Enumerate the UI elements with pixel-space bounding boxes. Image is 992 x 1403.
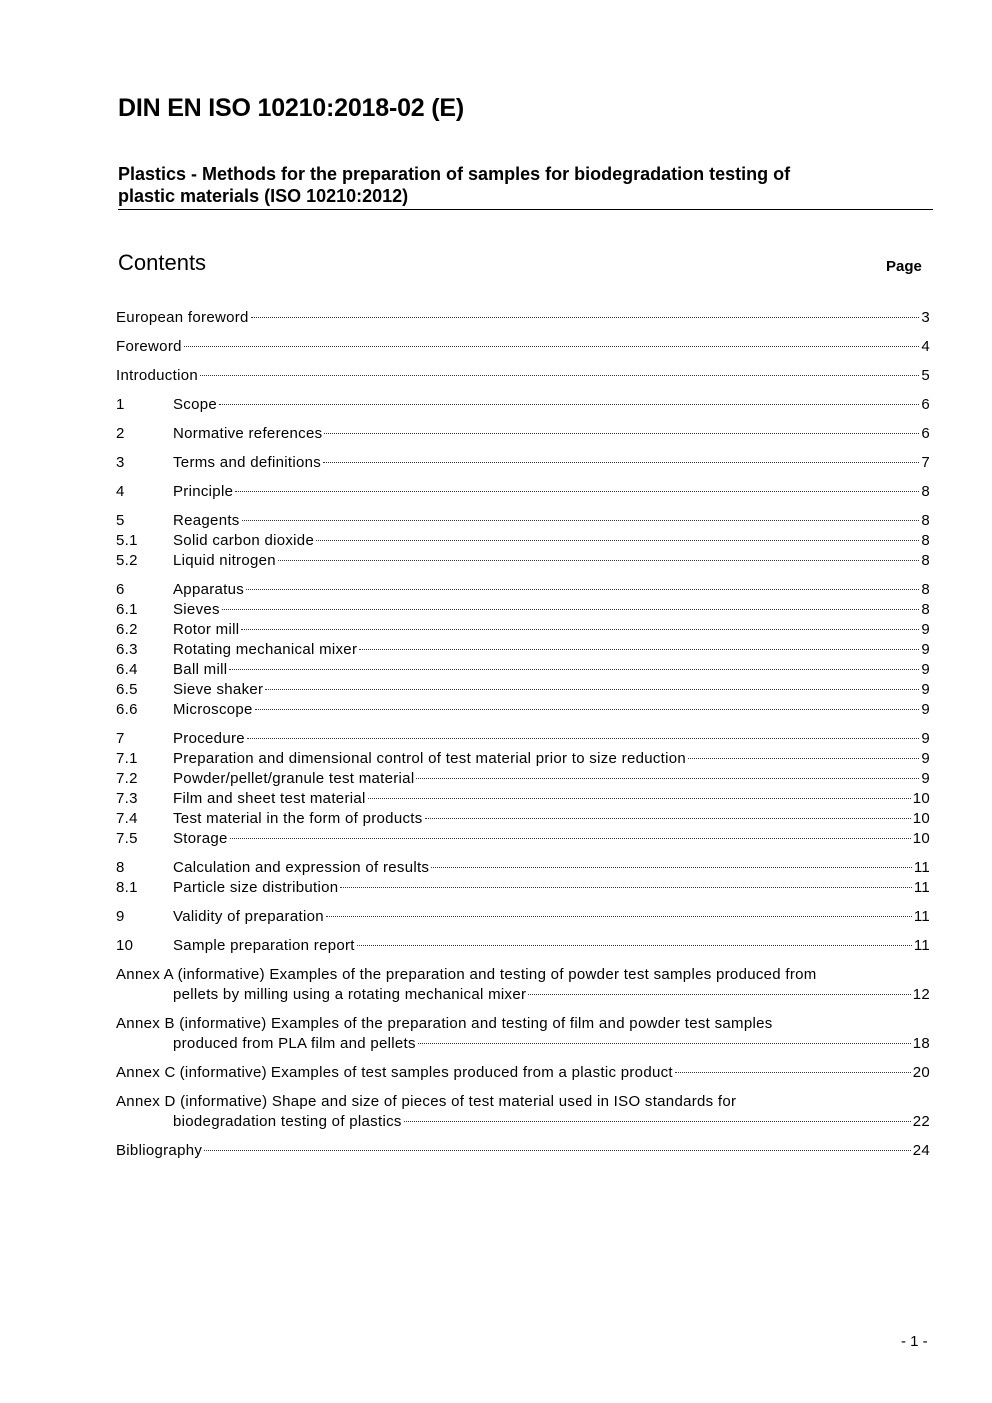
toc-page: 22 (912, 1113, 930, 1130)
toc-page: 11 (913, 937, 930, 954)
toc-page: 9 (921, 621, 930, 638)
toc-page: 8 (921, 581, 930, 598)
toc-number: 7.3 (116, 790, 138, 807)
subtitle-line-2: plastic materials (ISO 10210:2012) (118, 186, 409, 206)
annex-label: Annex B (116, 1015, 175, 1032)
dot-leader (235, 491, 919, 492)
toc-page: 6 (921, 396, 930, 413)
annex-informative: (informative) (180, 1093, 268, 1110)
toc-page: 11 (913, 859, 930, 876)
dot-leader (528, 994, 910, 995)
annex-informative: (informative) (179, 1015, 267, 1032)
toc-number: 7.5 (116, 830, 138, 847)
dot-leader (247, 738, 919, 739)
toc-page: 10 (912, 790, 930, 807)
dot-leader (251, 317, 920, 318)
toc-entry[interactable] (116, 769, 930, 789)
toc-number: 5 (116, 512, 125, 529)
dot-leader (265, 689, 919, 690)
page-column-label: Page (886, 258, 922, 275)
dot-leader (431, 867, 912, 868)
toc-entry[interactable] (116, 789, 930, 809)
toc-title: Foreword (116, 338, 182, 355)
toc-entry[interactable] (116, 531, 930, 551)
document-subtitle (118, 163, 933, 210)
document-id: DIN EN ISO 10210:2018-02 (E) (118, 94, 464, 122)
toc-number: 7.2 (116, 770, 138, 787)
annex-second-line (116, 985, 930, 1005)
dot-leader (278, 560, 919, 561)
toc-page: 9 (921, 701, 930, 718)
annex-first-line (116, 1014, 930, 1034)
annex-first-line (116, 965, 930, 985)
annex-title: Examples of the preparation and testing of powder test samples produced from (269, 966, 817, 983)
toc-page: 9 (921, 750, 930, 767)
toc-entry[interactable] (116, 620, 930, 640)
toc-entry[interactable] (116, 551, 930, 571)
toc-title: Introduction (116, 367, 198, 384)
toc-title: Liquid nitrogen (173, 552, 276, 569)
table-of-contents (116, 308, 930, 1161)
dot-leader (324, 433, 919, 434)
toc-number: 3 (116, 454, 125, 471)
toc-title: Solid carbon dioxide (173, 532, 315, 549)
dot-leader (404, 1121, 911, 1122)
toc-title: Scope (173, 396, 218, 413)
toc-page: 9 (921, 681, 930, 698)
toc-entry[interactable] (116, 453, 930, 473)
toc-number: 6.2 (116, 621, 138, 638)
annex-title-continued: biodegradation testing of plastics (173, 1113, 402, 1130)
toc-entry[interactable] (116, 878, 930, 898)
annex-label: Annex A (116, 966, 174, 983)
toc-entry[interactable] (116, 660, 930, 680)
toc-title: Rotor mill (173, 621, 240, 638)
toc-number: 10 (116, 937, 134, 954)
annex-title-continued: pellets by milling using a rotating mechanical mixer (173, 986, 527, 1003)
dot-leader (255, 709, 920, 710)
annex-title: Examples of the preparation and testing of film and powder test samples (271, 1015, 773, 1032)
toc-title: Sample preparation report (173, 937, 355, 954)
toc-title: Sieves (173, 601, 220, 618)
toc-number: 6.5 (116, 681, 138, 698)
toc-number: 6.6 (116, 701, 138, 718)
annex-title: Shape and size of pieces of test material used in ISO standards for (271, 1093, 737, 1110)
toc-entry[interactable] (116, 829, 930, 849)
dot-leader (416, 778, 919, 779)
toc-number: 6.4 (116, 661, 138, 678)
page-number: - 1 - (901, 1333, 928, 1350)
toc-title: Apparatus (173, 581, 245, 598)
toc-page: 8 (921, 532, 930, 549)
toc-title: Reagents (173, 512, 240, 529)
toc-number: 8 (116, 859, 125, 876)
annex-title-continued: produced from PLA film and pellets (173, 1035, 416, 1052)
toc-entry[interactable] (116, 424, 930, 444)
toc-page: 6 (921, 425, 930, 442)
toc-number: 7.4 (116, 810, 138, 827)
toc-page: 9 (921, 730, 930, 747)
toc-entry[interactable] (116, 809, 930, 829)
subtitle-line-1: Plastics - Methods for the preparation of samples for biodegradation testing of (118, 164, 791, 184)
dot-leader (219, 404, 919, 405)
toc-page: 8 (921, 552, 930, 569)
dot-leader (184, 346, 920, 347)
dot-leader (357, 945, 912, 946)
annex-label: Annex C (116, 1064, 176, 1081)
dot-leader (222, 609, 920, 610)
toc-title: Rotating mechanical mixer (173, 641, 358, 658)
toc-entry[interactable] (116, 858, 930, 878)
toc-entry[interactable] (116, 366, 930, 386)
toc-page: 12 (912, 986, 930, 1003)
toc-annex-entry[interactable] (116, 1092, 930, 1132)
toc-page: 18 (912, 1035, 930, 1052)
toc-page: 9 (921, 661, 930, 678)
toc-title: Microscope (173, 701, 253, 718)
toc-title: Principle (173, 483, 234, 500)
toc-page: 5 (921, 367, 930, 384)
toc-page: 10 (912, 810, 930, 827)
toc-title: Powder/pellet/granule test material (173, 770, 415, 787)
toc-number: 1 (116, 396, 125, 413)
dot-leader (688, 758, 919, 759)
toc-entry[interactable] (116, 395, 930, 415)
toc-number: 9 (116, 908, 125, 925)
dot-leader (425, 818, 911, 819)
toc-title: Film and sheet test material (173, 790, 366, 807)
toc-page: 11 (913, 879, 930, 896)
toc-entry[interactable] (116, 1141, 930, 1161)
toc-annex-entry[interactable] (116, 1063, 930, 1083)
toc-entry[interactable] (116, 337, 930, 357)
toc-number: 6.3 (116, 641, 138, 658)
dot-leader (418, 1043, 911, 1044)
dot-leader (200, 375, 919, 376)
toc-number: 2 (116, 425, 125, 442)
dot-leader (246, 589, 919, 590)
dot-leader (204, 1150, 911, 1151)
toc-page: 3 (921, 309, 930, 326)
toc-entry[interactable] (116, 907, 930, 927)
toc-number: 7 (116, 730, 125, 747)
dot-leader (316, 540, 919, 541)
toc-annex-entry[interactable] (116, 1014, 930, 1054)
toc-page: 8 (921, 601, 930, 618)
toc-title: Validity of preparation (173, 908, 324, 925)
toc-page: 8 (921, 483, 930, 500)
toc-annex-entry[interactable] (116, 965, 930, 1005)
toc-entry[interactable] (116, 749, 930, 769)
toc-title: Preparation and dimensional control of test material prior to size reduction (173, 750, 687, 767)
toc-title: Bibliography (116, 1142, 203, 1159)
annex-informative: (informative) (177, 966, 265, 983)
toc-page: 4 (921, 338, 930, 355)
annex-informative: (informative) (179, 1064, 267, 1081)
toc-title: Terms and definitions (173, 454, 322, 471)
annex-label: Annex D (116, 1093, 176, 1110)
dot-leader (241, 629, 919, 630)
dot-leader (323, 462, 919, 463)
toc-number: 6 (116, 581, 125, 598)
toc-title: Procedure (173, 730, 245, 747)
toc-title: Test material in the form of products (173, 810, 423, 827)
dot-leader (230, 838, 911, 839)
contents-heading: Contents (118, 250, 207, 275)
toc-title: Particle size distribution (173, 879, 339, 896)
dot-leader (242, 520, 920, 521)
toc-entry[interactable] (116, 511, 930, 531)
toc-entry[interactable] (116, 600, 930, 620)
toc-title: Storage (173, 830, 228, 847)
dot-leader (229, 669, 919, 670)
dot-leader (368, 798, 911, 799)
toc-title: Sieve shaker (173, 681, 264, 698)
toc-entry[interactable] (116, 700, 930, 720)
toc-page: 9 (921, 770, 930, 787)
toc-entry[interactable] (116, 580, 930, 600)
toc-page: 7 (921, 454, 930, 471)
toc-number: 8.1 (116, 879, 138, 896)
toc-title: Calculation and expression of results (173, 859, 430, 876)
toc-number: 6.1 (116, 601, 138, 618)
dot-leader (326, 916, 912, 917)
toc-entry[interactable] (116, 936, 930, 956)
toc-entry[interactable] (116, 729, 930, 749)
toc-number: 5.1 (116, 532, 138, 549)
toc-page: 20 (912, 1064, 930, 1081)
annex-title: Examples of test samples produced from a plastic product (270, 1064, 673, 1081)
toc-title: European foreword (116, 309, 249, 326)
annex-second-line (116, 1112, 930, 1132)
toc-number: 5.2 (116, 552, 138, 569)
toc-page: 9 (921, 641, 930, 658)
toc-page: 8 (921, 512, 930, 529)
annex-first-line (116, 1092, 930, 1112)
toc-page: 10 (912, 830, 930, 847)
dot-leader (359, 649, 919, 650)
dot-leader (340, 887, 911, 888)
toc-number: 7.1 (116, 750, 138, 767)
toc-entry[interactable] (116, 482, 930, 502)
toc-title: Normative references (173, 425, 323, 442)
toc-entry[interactable] (116, 640, 930, 660)
toc-title: Ball mill (173, 661, 228, 678)
toc-entry[interactable] (116, 308, 930, 328)
dot-leader (675, 1072, 911, 1073)
toc-entry[interactable] (116, 680, 930, 700)
toc-page: 24 (912, 1142, 930, 1159)
toc-page: 11 (913, 908, 930, 925)
toc-number: 4 (116, 483, 125, 500)
annex-second-line (116, 1034, 930, 1054)
